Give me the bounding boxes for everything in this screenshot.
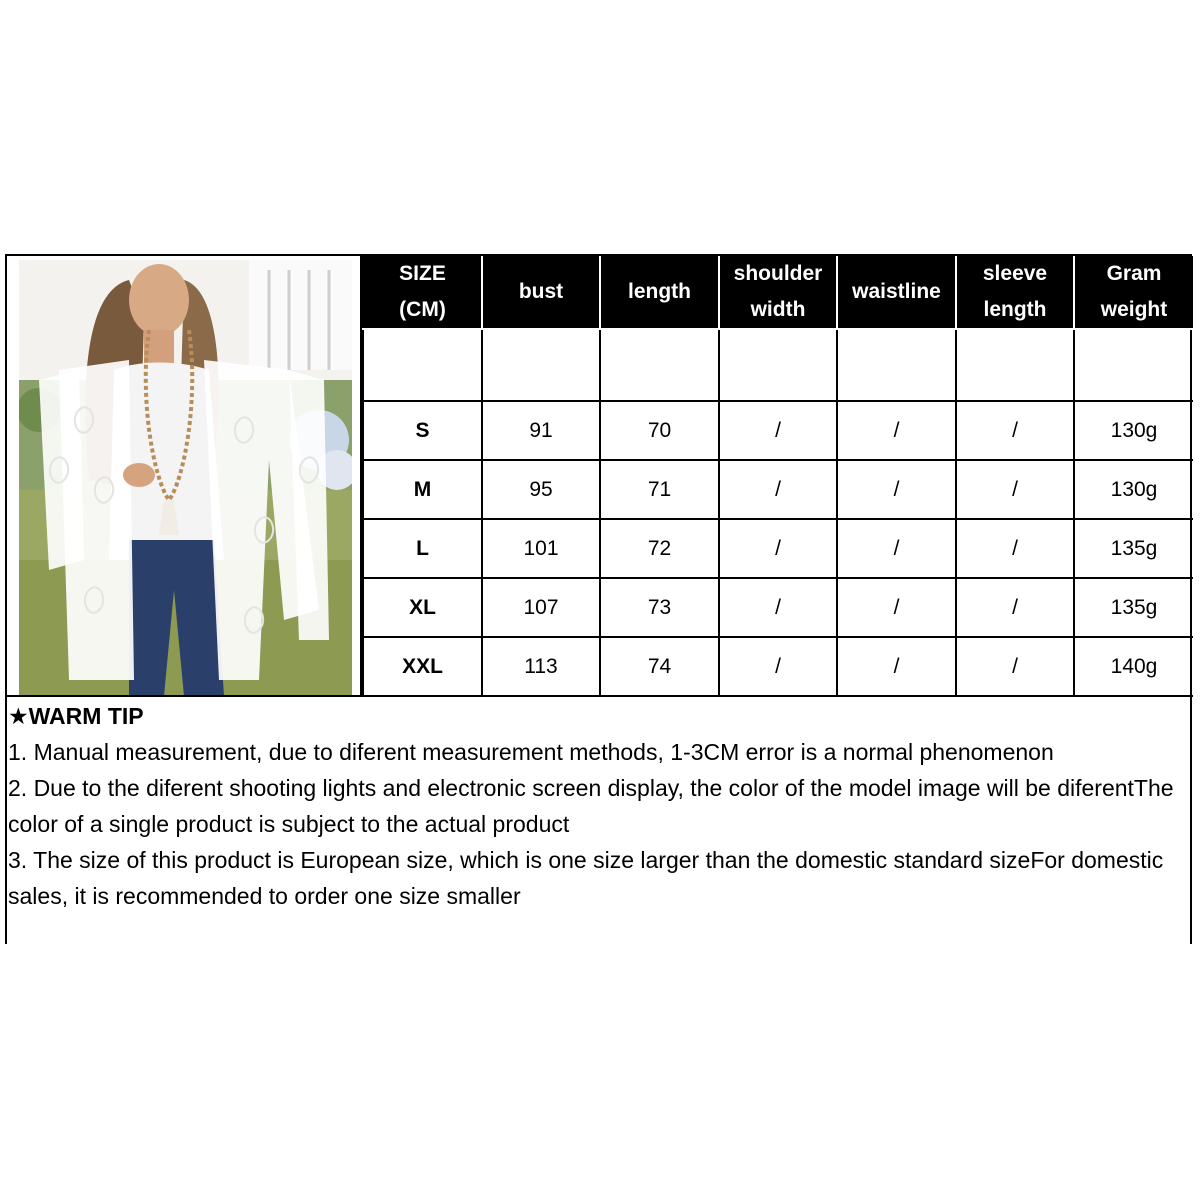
length-cell: 73	[600, 578, 719, 637]
weight-cell: 140g	[1074, 637, 1193, 696]
table-row	[363, 637, 1193, 696]
empty-cell	[956, 329, 1074, 401]
weight-cell: 130g	[1074, 460, 1193, 519]
size-cell: L	[363, 519, 482, 578]
waistline-cell: /	[837, 460, 956, 519]
size-cell: M	[363, 460, 482, 519]
shoulder-cell: /	[719, 460, 837, 519]
length-cell: 72	[600, 519, 719, 578]
shoulder-cell: /	[719, 637, 837, 696]
length-cell: 70	[600, 401, 719, 460]
header-gram-weight: Gram weight	[1074, 256, 1193, 329]
bust-cell: 101	[482, 519, 600, 578]
header-sleeve-length: sleeve length	[956, 256, 1074, 329]
length-cell: 71	[600, 460, 719, 519]
tip-line: 3. The size of this product is European size, which is one size larger than the domestic standard sizeFor domestic sales, it is recommended to order one size smaller	[8, 847, 1164, 909]
size-table	[362, 256, 1193, 697]
empty-row	[363, 329, 1193, 401]
warm-tip-title: ★WARM TIP	[8, 703, 144, 729]
tip-line: 2. Due to the diferent shooting lights and electronic screen display, the color of the model image will be diferentThe color of a single product is subject to the actual product	[8, 775, 1174, 837]
header-waistline: waistline	[837, 256, 956, 329]
sleeve-cell: /	[956, 578, 1074, 637]
header-size: SIZE (CM)	[363, 256, 482, 329]
weight-cell: 130g	[1074, 401, 1193, 460]
empty-cell	[1074, 329, 1193, 401]
product-photo-cell	[7, 256, 362, 697]
table-row	[363, 519, 1193, 578]
tip-line: 1. Manual measurement, due to diferent measurement methods, 1-3CM error is a normal phenomenon	[8, 739, 1054, 765]
empty-cell	[837, 329, 956, 401]
waistline-cell: /	[837, 519, 956, 578]
section-divider	[5, 695, 1192, 697]
bust-cell: 107	[482, 578, 600, 637]
sleeve-cell: /	[956, 637, 1074, 696]
table-row	[363, 401, 1193, 460]
header-bust: bust	[482, 256, 600, 329]
weight-cell: 135g	[1074, 578, 1193, 637]
waistline-cell: /	[837, 578, 956, 637]
bust-cell: 95	[482, 460, 600, 519]
table-header-row	[363, 256, 1193, 329]
empty-cell	[600, 329, 719, 401]
waistline-cell: /	[837, 401, 956, 460]
empty-cell	[719, 329, 837, 401]
waistline-cell: /	[837, 637, 956, 696]
header-length: length	[600, 256, 719, 329]
shoulder-cell: /	[719, 401, 837, 460]
sleeve-cell: /	[956, 460, 1074, 519]
shoulder-cell: /	[719, 519, 837, 578]
table-row	[363, 460, 1193, 519]
size-cell: XL	[363, 578, 482, 637]
sleeve-cell: /	[956, 519, 1074, 578]
shoulder-cell: /	[719, 578, 837, 637]
length-cell: 74	[600, 637, 719, 696]
size-cell: S	[363, 401, 482, 460]
bust-cell: 91	[482, 401, 600, 460]
model-image	[19, 260, 352, 696]
sleeve-cell: /	[956, 401, 1074, 460]
empty-cell	[363, 329, 482, 401]
bust-cell: 113	[482, 637, 600, 696]
warm-tip-section	[8, 698, 1188, 914]
product-photo	[19, 260, 352, 696]
header-shoulder-width: shoulder width	[719, 256, 837, 329]
size-cell: XXL	[363, 637, 482, 696]
empty-cell	[482, 329, 600, 401]
weight-cell: 135g	[1074, 519, 1193, 578]
table-row	[363, 578, 1193, 637]
